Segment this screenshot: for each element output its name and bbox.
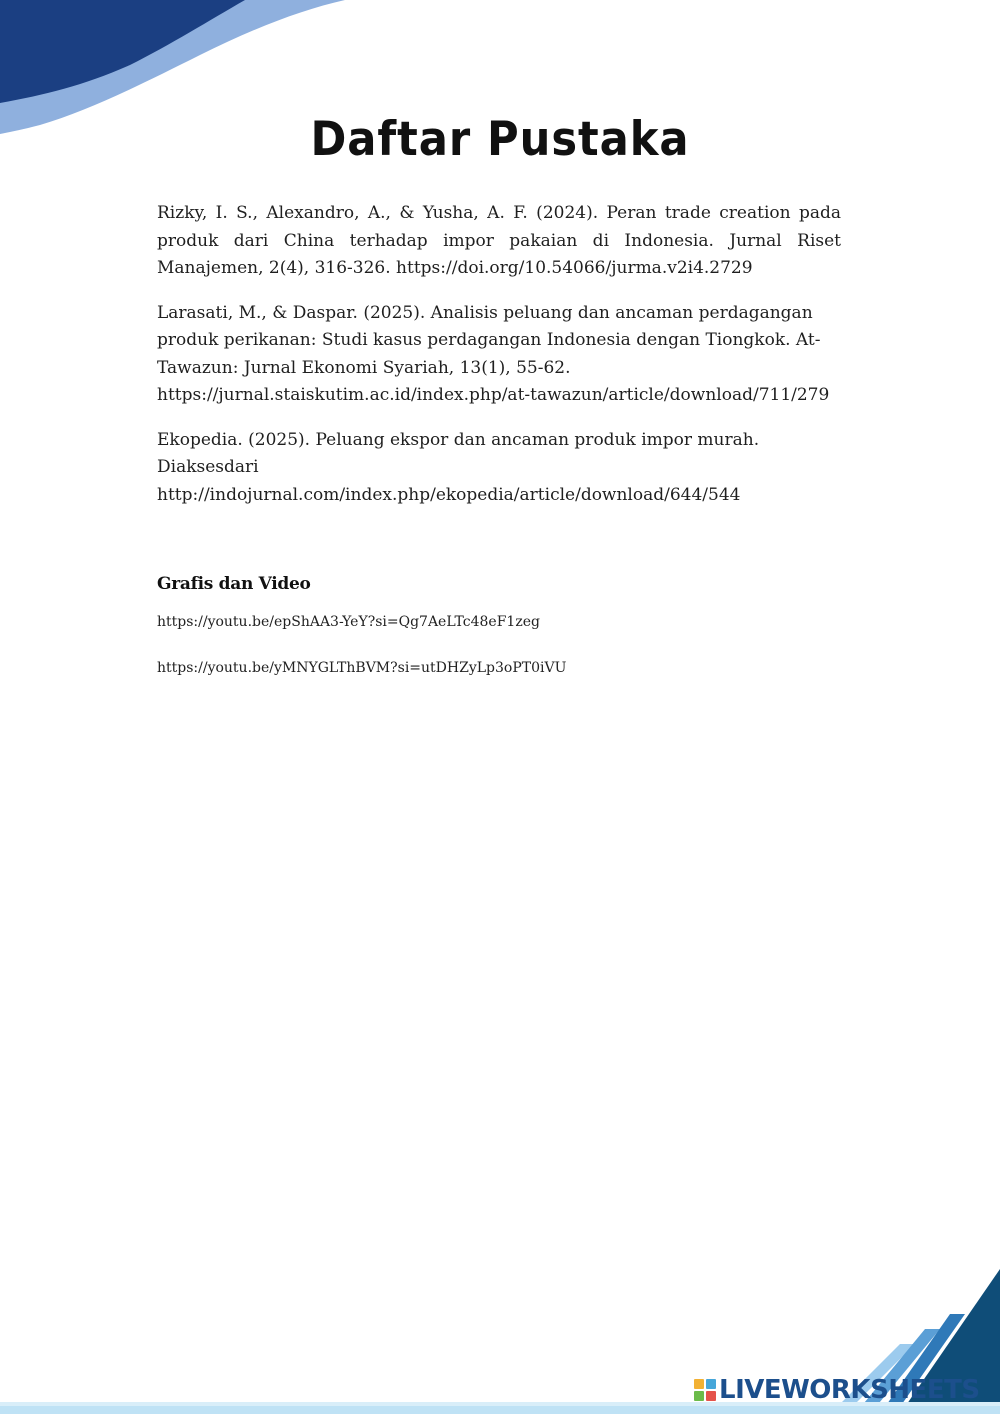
video-link[interactable]: https://youtu.be/epShAA3-YeY?si=Qg7AeLTc48eF1zeg <box>157 614 540 630</box>
liveworksheets-brand <box>694 1376 980 1404</box>
page-title: Daftar Pustaka <box>310 112 690 167</box>
reference-entry: Larasati, M., & Daspar. (2025). Analisis peluang dan ancaman perdagangan produk perikanan: Studi kasus perdagangan Indonesia dengan Tiongkok. At-Tawazun: Jurnal Ekonomi Syariah, 13(1), 55-62. https://jurnal.staiskutim.ac.id/index.php/at-tawazun/article/download/711/279 <box>157 302 830 405</box>
brand-name: LIVEWORKSHEETS <box>719 1375 980 1405</box>
media-section-heading: Grafis dan Video <box>157 574 311 594</box>
video-link[interactable]: https://youtu.be/yMNYGLThBVM?si=utDHZyLp3oPT0iVU <box>157 660 567 676</box>
reference-entry: Rizky, I. S., Alexandro, A., & Yusha, A. F. (2024). Peran trade creation pada produk dari China terhadap impor pakaian di Indonesia. Jurnal Riset Manajemen, 2(4), 316-326. https://doi.org/10.54066/jurma.v2i4.2729 <box>157 203 841 278</box>
reference-list <box>157 200 841 526</box>
liveworksheets-logo-icon <box>694 1379 716 1401</box>
reference-entry: Ekopedia. (2025). Peluang ekspor dan ancaman produk impor murah. Diaksesdari http://indojurnal.com/index.php/ekopedia/article/download/644/544 <box>157 429 760 505</box>
